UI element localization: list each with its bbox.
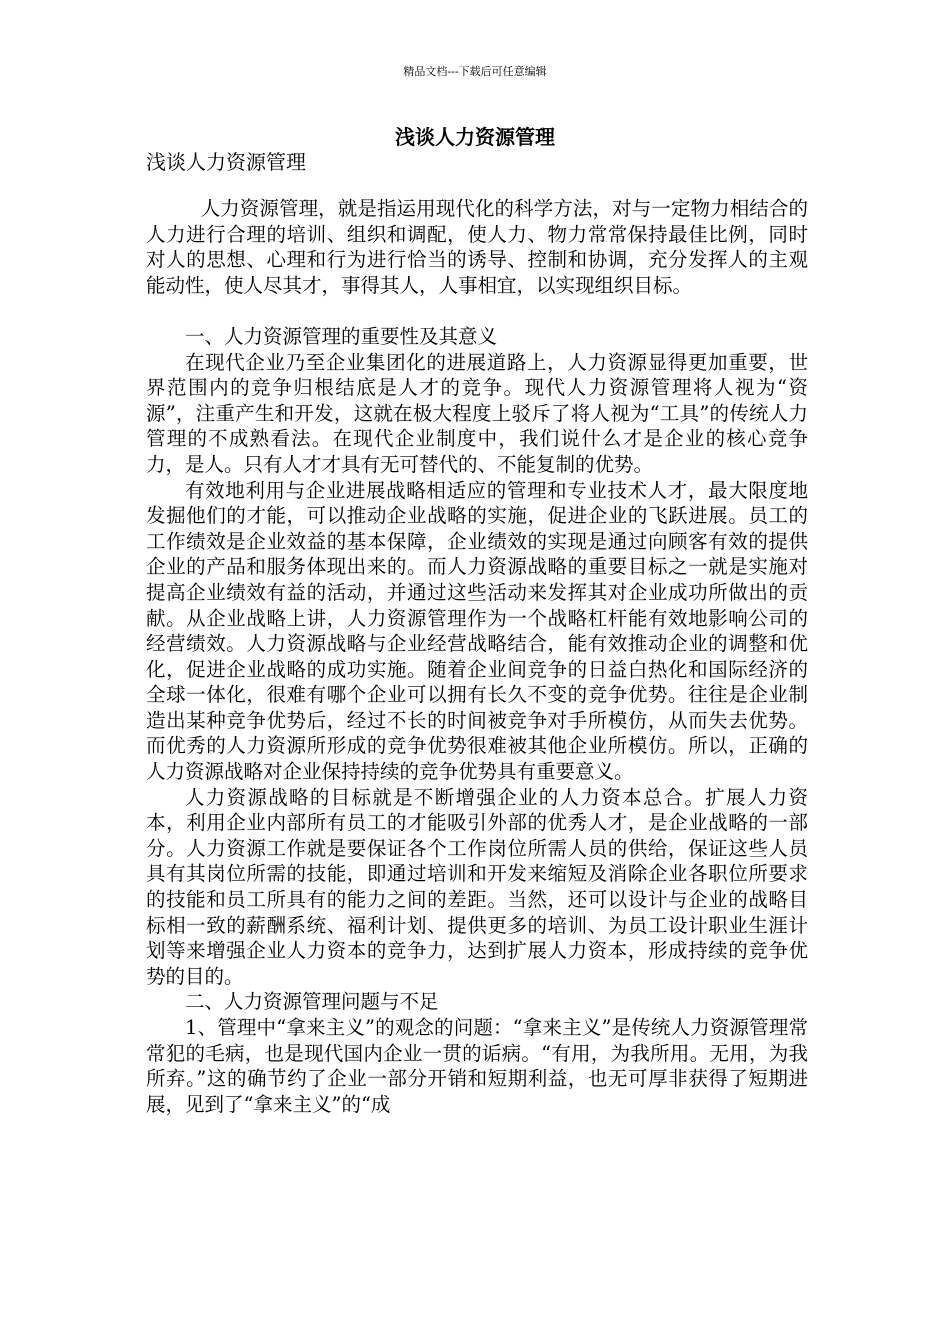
paragraph-spacer — [146, 298, 808, 324]
document-subtitle: 浅谈人力资源管理 — [146, 150, 306, 174]
section-heading-1: 一、人力资源管理的重要性及其意义 — [185, 324, 498, 348]
page-header-note: 精品文档---下载后可任意编辑 — [403, 65, 547, 78]
document-title: 浅谈人力资源管理 — [395, 125, 555, 149]
section1-paragraph-3: 人力资源战略的目标就是不断增强企业的人力资本总合。扩展人力资本，利用企业内部所有员工的才能吸引外部的优秀人才，是企业战略的一部分。人力资源工作就是要保证各个工作岗位所需人员的供给，保证这些人员具有其岗位所需的技能，即通过培训和开发来缩短及消除企业各职位所要求的技能和员工所具有的能力之间的差距。当然，还可以设计与企业的战略目标相一致的薪酬系统、福利计划、提供更多的培训、为员工设计职业生涯计划等来增强企业人力资本的竞争力，达到扩展人力资本，形成持续的竞争优势的目的。 — [146, 785, 808, 988]
section1-paragraph-2: 有效地利用与企业进展战略相适应的管理和专业技术人才，最大限度地发掘他们的才能，可以推动企业战略的实施，促进企业的飞跃进展。员工的工作绩效是企业效益的基本保障，企业绩效的实现是通过向顾客有效的提供企业的产品和服务体现出来的。而人力资源战略的重要目标之一就是实施对提高企业绩效有益的活动，并通过这些活动来发挥其对企业成功所做出的贡献。从企业战略上讲，人力资源管理作为一个战略杠杆能有效地影响公司的经营绩效。人力资源战略与企业经营战略结合，能有效推动企业的调整和优化，促进企业战略的成功实施。随着企业间竞争的日益白热化和国际经济的全球一体化，很难有哪个企业可以拥有长久不变的竞争优势。往往是企业制造出某种竞争优势后，经过不长的时间被竞争对手所模仿，从而失去优势。而优秀的人力资源所形成的竞争优势很难被其他企业所模仿。所以，正确的人力资源战略对企业保持持续的竞争优势具有重要意义。 — [146, 478, 808, 784]
section2-paragraph-1: 1、管理中“拿来主义”的观念的问题：“拿来主义”是传统人力资源管理常常犯的毛病，也是现代国内企业一贯的诟病。“有用，为我所用。无用，为我所弃。”这的确节约了企业一部分开销和短期利益，也无可厚非获得了短期进展，见到了“拿来主义”的“成 — [146, 1016, 808, 1116]
document-body — [146, 196, 808, 1117]
section-heading-2: 二、人力资源管理问题与不足 — [185, 990, 439, 1014]
intro-paragraph: 人力资源管理，就是指运用现代化的科学方法，对与一定物力相结合的人力进行合理的培训、组织和调配，使人力、物力常常保持最佳比例，同时对人的思想、心理和行为进行恰当的诱导、控制和协调，充分发挥人的主观能动性，使人尽其才，事得其人，人事相宜，以实现组织目标。 — [146, 197, 808, 297]
section1-paragraph-1: 在现代企业乃至企业集团化的进展道路上，人力资源显得更加重要，世界范围内的竞争归根结底是人才的竞争。现代人力资源管理将人视为“资源”，注重产生和开发，这就在极大程度上驳斥了将人视为“工具”的传统人力管理的不成熟看法。在现代企业制度中，我们说什么才是企业的核心竞争力，是人。只有人才才具有无可替代的、不能复制的优势。 — [146, 350, 808, 476]
